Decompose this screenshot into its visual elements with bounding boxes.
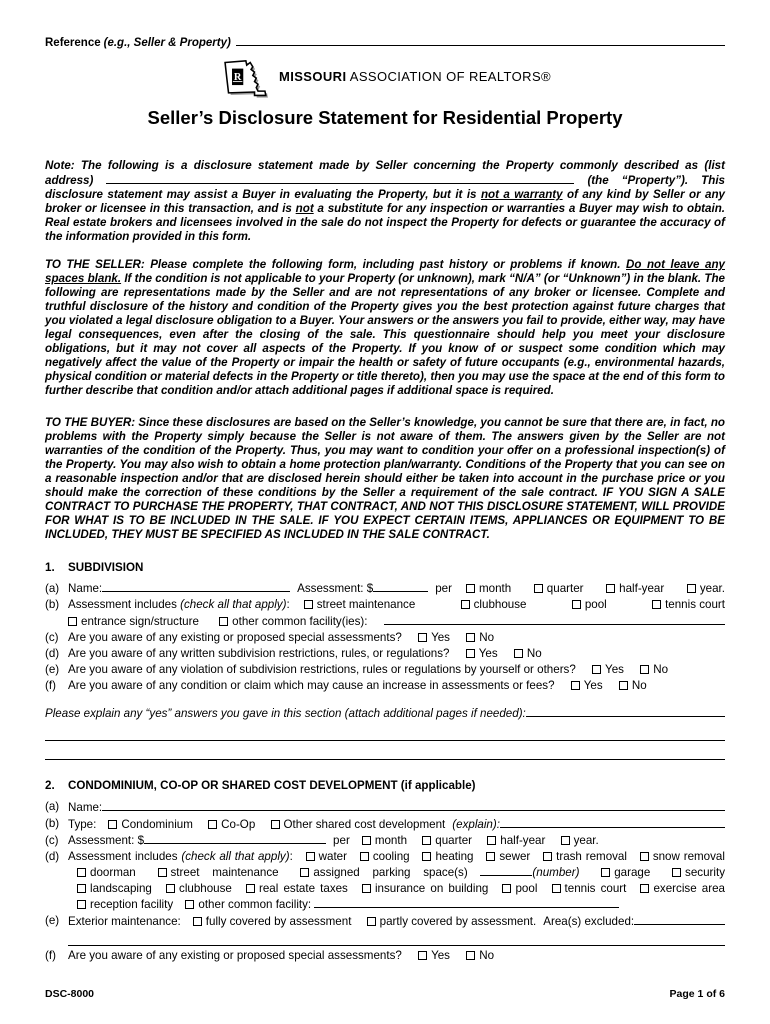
item-1c bbox=[45, 630, 725, 646]
condo-type-label: Type: bbox=[68, 818, 97, 831]
note-text-4: a substitute for any inspection or warranties a Buyer may wish to obtain. Real estate brokers and licensees involved in the sale do not inspect the Property for defects or guarantee the accuracy of the information provided in this form. bbox=[45, 202, 725, 243]
page-footer bbox=[45, 988, 725, 1000]
checkbox-entrance-sign-structure[interactable] bbox=[68, 617, 77, 626]
checkbox-label-street-maintenance: street maintenance bbox=[170, 866, 279, 879]
checkbox-no[interactable] bbox=[466, 633, 475, 642]
checkbox-label-exercise-area: exercise area bbox=[653, 882, 725, 895]
subdivision-name-label: Name: bbox=[68, 582, 103, 595]
checkbox-assigned-parking-space-s[interactable] bbox=[300, 868, 309, 877]
checkbox-label-no: No bbox=[479, 631, 495, 644]
reference-row bbox=[45, 34, 725, 49]
checkbox-label-year: year. bbox=[699, 582, 725, 595]
checkbox-quarter[interactable] bbox=[534, 584, 543, 593]
checkbox-label-cooling: cooling bbox=[372, 850, 410, 863]
option-half-year bbox=[487, 834, 545, 847]
option-heating bbox=[422, 850, 473, 863]
checkbox-insurance-on-building[interactable] bbox=[362, 884, 371, 893]
option-other-common-facility-ies bbox=[219, 615, 367, 628]
option-cooling bbox=[360, 850, 410, 863]
option-no bbox=[514, 647, 542, 660]
option-year bbox=[561, 834, 599, 847]
checkbox-label-heating: heating bbox=[435, 850, 474, 863]
checkbox-no[interactable] bbox=[514, 649, 523, 658]
option-month bbox=[362, 834, 407, 847]
option-street-maintenance bbox=[158, 866, 279, 879]
option-clubhouse bbox=[461, 597, 527, 613]
checkbox-yes[interactable] bbox=[592, 665, 601, 674]
checkbox-label-yes: Yes bbox=[583, 679, 603, 692]
subdivision-name-input[interactable] bbox=[102, 581, 290, 592]
checkbox-condominium[interactable] bbox=[108, 820, 117, 829]
option-other-shared-cost-development bbox=[271, 818, 446, 831]
checkbox-pool[interactable] bbox=[502, 884, 511, 893]
exterior-maintenance-options bbox=[181, 914, 536, 930]
checkbox-partly-covered-by-assessment[interactable] bbox=[367, 917, 376, 926]
item-1b-line-2 bbox=[68, 613, 725, 630]
condo-includes-label: Assessment includes (check all that apply): bbox=[68, 850, 293, 863]
checkbox-label-no: No bbox=[526, 647, 542, 660]
section-2-title: CONDOMINIUM, CO-OP OR SHARED COST DEVELOPMENT (if applicable) bbox=[68, 779, 476, 792]
checkbox-label-yes: Yes bbox=[478, 647, 498, 660]
checkbox-co-op[interactable] bbox=[208, 820, 217, 829]
section-1-title: SUBDIVISION bbox=[68, 561, 144, 574]
item-2a-marker: (a) bbox=[45, 800, 60, 813]
note-text-2: (the “Property”). This disclosure statement may assist a Buyer in evaluating the Property, but it is bbox=[45, 174, 725, 201]
condo-type-explain-input[interactable] bbox=[500, 816, 725, 828]
checkbox-clubhouse[interactable] bbox=[166, 884, 175, 893]
condo-assessment-input[interactable] bbox=[144, 833, 326, 844]
checkbox-label-insurance-on-building: insurance on building bbox=[374, 882, 489, 895]
option-tennis-court bbox=[652, 597, 725, 613]
checkbox-month[interactable] bbox=[466, 584, 475, 593]
checkbox-street-maintenance[interactable] bbox=[158, 868, 167, 877]
parking-spaces-input[interactable] bbox=[480, 865, 532, 876]
checkbox-yes[interactable] bbox=[418, 633, 427, 642]
reference-input[interactable] bbox=[236, 34, 725, 46]
reference-label: Reference bbox=[45, 37, 101, 49]
item-2d bbox=[45, 849, 725, 913]
option-yes bbox=[418, 631, 450, 644]
option-clubhouse bbox=[166, 882, 232, 895]
item-2e-line-1 bbox=[68, 913, 725, 930]
option-exercise-area bbox=[640, 882, 725, 895]
checkbox-label-security: security bbox=[685, 866, 725, 879]
page-title: Seller’s Disclosure Statement for Residential Property bbox=[147, 107, 623, 128]
checkbox-label-fully-covered-by-assessment: fully covered by assessment bbox=[205, 915, 352, 928]
checkbox-label-half-year: half-year bbox=[500, 834, 546, 847]
option-fully-covered-by-assessment bbox=[193, 915, 352, 928]
written-restrictions-question: Are you aware of any written subdivision restrictions, rules, or regulations? bbox=[68, 647, 450, 660]
checkbox-label-yes: Yes bbox=[431, 631, 450, 644]
checkbox-label-quarter: quarter bbox=[435, 834, 473, 847]
checkbox-tennis-court[interactable] bbox=[552, 884, 561, 893]
option-insurance-on-building bbox=[362, 882, 488, 895]
violation-options bbox=[579, 663, 668, 676]
checkbox-heating[interactable] bbox=[422, 852, 431, 861]
assessment-includes-options-2 bbox=[68, 614, 384, 630]
checkbox-half-year[interactable] bbox=[606, 584, 615, 593]
option-street-maintenance bbox=[304, 597, 416, 613]
checkbox-sewer[interactable] bbox=[486, 852, 495, 861]
exterior-maintenance-label: Exterior maintenance: bbox=[68, 915, 181, 928]
written-restrictions-options bbox=[453, 647, 542, 660]
checkbox-trash-removal[interactable] bbox=[543, 852, 552, 861]
item-1f bbox=[45, 678, 725, 694]
item-2e bbox=[45, 913, 725, 946]
checkbox-label-month: month bbox=[478, 582, 512, 595]
checkbox-snow-removal[interactable] bbox=[640, 852, 649, 861]
svg-text:R: R bbox=[233, 71, 242, 83]
item-2c-marker: (c) bbox=[45, 834, 59, 847]
checkbox-garage[interactable] bbox=[601, 868, 610, 877]
to-seller-paragraph bbox=[45, 258, 725, 398]
condo-other-facility-input[interactable] bbox=[314, 897, 619, 908]
checkbox-cooling[interactable] bbox=[360, 852, 369, 861]
checkbox-yes[interactable] bbox=[571, 681, 580, 690]
condo-per-label: per bbox=[333, 834, 350, 847]
areas-excluded-line-2[interactable] bbox=[68, 945, 725, 946]
special-assessments-question: Are you aware of any existing or proposed special assessments? bbox=[68, 631, 402, 644]
page-number: Page 1 of 6 bbox=[669, 988, 725, 1000]
condo-special-assessments-options bbox=[405, 949, 494, 962]
option-snow-removal bbox=[640, 850, 725, 863]
option-sewer bbox=[486, 850, 530, 863]
item-2b bbox=[45, 816, 725, 833]
condo-period-options bbox=[350, 833, 599, 849]
checkbox-clubhouse[interactable] bbox=[461, 600, 470, 609]
option-no bbox=[466, 631, 494, 644]
explain-lines bbox=[45, 740, 725, 760]
increase-options bbox=[558, 679, 647, 692]
item-2a bbox=[45, 799, 725, 816]
checkbox-exercise-area[interactable] bbox=[640, 884, 649, 893]
checkbox-real-estate-taxes[interactable] bbox=[246, 884, 255, 893]
checkbox-yes[interactable] bbox=[418, 951, 427, 960]
note-text-3: of any kind by Seller or any broker or licensee in this transaction, and is bbox=[45, 188, 725, 215]
checkbox-label-condominium: Condominium bbox=[121, 818, 193, 831]
option-tennis-court bbox=[552, 882, 627, 895]
checkbox-other-common-facility-ies[interactable] bbox=[219, 617, 228, 626]
special-assessments-options bbox=[405, 631, 494, 644]
checkbox-label-clubhouse: clubhouse bbox=[473, 598, 527, 611]
item-1a-marker: (a) bbox=[45, 582, 60, 595]
explain-row bbox=[45, 705, 725, 722]
item-2f bbox=[45, 948, 725, 964]
item-2c bbox=[45, 833, 725, 849]
option-year bbox=[687, 581, 725, 597]
item-2b-marker: (b) bbox=[45, 817, 60, 830]
checkbox-label-quarter: quarter bbox=[546, 582, 584, 595]
item-1e bbox=[45, 662, 725, 678]
item-1f-marker: (f) bbox=[45, 679, 56, 692]
option-no bbox=[619, 679, 647, 692]
option-half-year bbox=[606, 581, 664, 597]
option-yes bbox=[571, 679, 603, 692]
item-1b-line-1 bbox=[68, 597, 725, 613]
property-address-input[interactable] bbox=[106, 173, 574, 184]
section-1-number: 1. bbox=[45, 561, 55, 574]
option-co-op bbox=[208, 818, 255, 831]
item-2f-marker: (f) bbox=[45, 949, 56, 962]
note-text-1: Note: The following is a disclosure statement made by Seller concerning the Property commonly described as (list address) bbox=[45, 159, 725, 187]
condo-special-assessments-question: Are you aware of any existing or proposed special assessments? bbox=[68, 949, 402, 962]
option-pool bbox=[572, 597, 607, 613]
option-yes bbox=[418, 949, 450, 962]
checkbox-label-reception-facility: reception facility bbox=[90, 898, 174, 911]
checkbox-quarter[interactable] bbox=[422, 836, 431, 845]
option-partly-covered-by-assessment bbox=[367, 915, 537, 928]
checkbox-water[interactable] bbox=[306, 852, 315, 861]
parking-number-label: (number) bbox=[532, 866, 580, 879]
option-month bbox=[466, 581, 511, 597]
checkbox-label-yes: Yes bbox=[431, 949, 450, 962]
explain-label: Please explain any “yes” answers you gave in this section (attach additional pages if needed): bbox=[45, 707, 526, 720]
checkbox-label-pool: pool bbox=[584, 598, 607, 611]
checkbox-fully-covered-by-assessment[interactable] bbox=[193, 917, 202, 926]
option-reception-facility bbox=[77, 898, 173, 911]
checkbox-label-other-common-facility-ies: other common facility(ies): bbox=[232, 615, 368, 628]
checkbox-label-street-maintenance: street maintenance bbox=[316, 598, 416, 611]
checkbox-label-water: water bbox=[318, 850, 347, 863]
item-1b bbox=[45, 597, 725, 630]
assessment-includes-label: Assessment includes (check all that apply): bbox=[68, 598, 290, 611]
checkbox-half-year[interactable] bbox=[487, 836, 496, 845]
association-name bbox=[279, 69, 551, 84]
note-paragraph bbox=[45, 159, 725, 244]
section-1-heading bbox=[45, 560, 725, 576]
item-1a bbox=[45, 581, 725, 597]
section-subdivision bbox=[45, 542, 725, 760]
checkbox-pool[interactable] bbox=[572, 600, 581, 609]
option-pool bbox=[502, 882, 537, 895]
checkbox-doorman[interactable] bbox=[77, 868, 86, 877]
section-condominium bbox=[45, 760, 725, 964]
checkbox-reception-facility[interactable] bbox=[77, 900, 86, 909]
option-entrance-sign-structure bbox=[68, 615, 199, 628]
other-common-facility-input[interactable] bbox=[384, 613, 725, 625]
to-buyer-paragraph: TO THE BUYER: Since these disclosures are based on the Seller’s knowledge, you cannot be sure that there are, in fact, no problems with the Property simply because the Seller is not aware of them. The answers given by the Seller are not warranties of the condition of the Property. Thus, you may want to condition your offer on a professional inspection(s) of the Property. You may also wish to obtain a home protection plan/warranty. Conditions of the Property that you can see on a reasonable inspection and/or that are disclosed herein should either be taken into account in the purchase price or you should make the correction of these conditions by the Seller a requirement of the sale contract. IF YOU SIGN A SALE CONTRACT TO PURCHASE THE PROPERTY, THAT CONTRACT, AND NOT THIS DISCLOSURE STATEMENT, WILL PROVIDE FOR WHAT IS TO BE INCLUDED IN THE SALE. IF YOU EXPECT CERTAIN ITEMS, APPLIANCES OR EQUIPMENT TO BE INCLUDED, THEY MUST BE SPECIFIED AS INCLUDED IN THE SALE CONTRACT. bbox=[45, 416, 725, 541]
checkbox-year[interactable] bbox=[687, 584, 696, 593]
explain-input[interactable] bbox=[526, 705, 725, 717]
option-quarter bbox=[422, 834, 472, 847]
option-trash-removal bbox=[543, 850, 627, 863]
assessment-amount-input[interactable] bbox=[373, 581, 428, 592]
checkbox-label-no: No bbox=[653, 663, 669, 676]
checkbox-label-entrance-sign-structure: entrance sign/structure bbox=[81, 615, 199, 628]
checkbox-label-snow-removal: snow removal bbox=[652, 850, 725, 863]
checkbox-label-sewer: sewer bbox=[499, 850, 531, 863]
missouri-state-realtor-icon bbox=[219, 56, 271, 107]
checkbox-label-other-shared-cost-development: Other shared cost development bbox=[283, 818, 446, 831]
reference-hint: (e.g., Seller & Property) bbox=[103, 37, 231, 49]
option-garage bbox=[601, 866, 650, 879]
assessment-amount-label: Assessment: $ bbox=[297, 582, 374, 595]
to-seller-underlined: Do not leave any spaces blank. bbox=[45, 258, 725, 285]
checkbox-no[interactable] bbox=[640, 665, 649, 674]
option-no bbox=[640, 663, 668, 676]
option-water bbox=[306, 850, 347, 863]
assessment-includes-options-1 bbox=[304, 597, 725, 613]
to-seller-text-2: If the condition is not applicable to your Property (or unknown), mark “N/A” (or “Unknown”) in the blank. The following are representations made by the Seller and are not representations of any broker or licensee. Complete and truthful disclosure of the history and condition of the Property gives you the best protection against future charges that you violated a legal disclosure obligation to a Buyer. Your answers or the answers you fail to provide, either way, may have legal consequences, even after the closing of the sale. This questionnaire should help you meet your disclosure obligations, but it may not cover all aspects of the Property. If you know of or suspect some condition which may negatively affect the value of the Property or impair the health or safety of future occupants (e.g., environmental hazards, physical condition or material defects in the Property or title thereto), then you may use the space at the end of this form to further describe that condition and/or attach additional pages if additional space is required. bbox=[45, 272, 726, 397]
option-quarter bbox=[534, 581, 584, 597]
checkbox-label-trash-removal: trash removal bbox=[556, 850, 627, 863]
option-landscaping bbox=[77, 882, 152, 895]
areas-excluded-label: Area(s) excluded: bbox=[543, 915, 635, 928]
checkbox-street-maintenance[interactable] bbox=[304, 600, 313, 609]
option-assigned-parking-space-s bbox=[300, 866, 467, 879]
option-condominium bbox=[108, 818, 193, 831]
increase-question: Are you aware of any condition or claim which may cause an increase in assessments or fees? bbox=[68, 679, 555, 692]
checkbox-label-pool: pool bbox=[515, 882, 538, 895]
checkbox-label-other-common-facility: other common facility: bbox=[198, 898, 312, 911]
condo-type-options bbox=[96, 817, 445, 833]
option-real-estate-taxes bbox=[246, 882, 348, 895]
assessment-period-options bbox=[466, 581, 725, 597]
checkbox-yes[interactable] bbox=[466, 649, 475, 658]
assessment-per-label: per bbox=[435, 582, 452, 595]
checkbox-label-no: No bbox=[479, 949, 495, 962]
condo-name-input[interactable] bbox=[102, 799, 725, 811]
condo-type-explain-label: (explain): bbox=[452, 818, 500, 831]
checkbox-security[interactable] bbox=[672, 868, 681, 877]
violation-question: Are you aware of any violation of subdivision restrictions, rules or regulations by yourself or others? bbox=[68, 663, 576, 676]
item-1c-marker: (c) bbox=[45, 631, 59, 644]
checkbox-no[interactable] bbox=[619, 681, 628, 690]
checkbox-label-tennis-court: tennis court bbox=[564, 882, 627, 895]
option-other-common-facility bbox=[185, 898, 311, 911]
checkbox-landscaping[interactable] bbox=[77, 884, 86, 893]
note-underlined-2: not bbox=[295, 202, 314, 215]
checkbox-label-no: No bbox=[631, 679, 647, 692]
option-no bbox=[466, 949, 494, 962]
item-1e-marker: (e) bbox=[45, 663, 60, 676]
checkbox-label-clubhouse: clubhouse bbox=[179, 882, 232, 895]
condo-assessment-label: Assessment: $ bbox=[68, 834, 145, 847]
areas-excluded-input[interactable] bbox=[634, 913, 725, 925]
association-name-rest: ASSOCIATION OF REALTORS® bbox=[346, 68, 551, 84]
checkbox-label-assigned-parking-space-s: assigned parking space(s) bbox=[313, 866, 468, 879]
section-2-heading bbox=[45, 778, 725, 794]
item-1d-marker: (d) bbox=[45, 647, 60, 660]
checkbox-label-landscaping: landscaping bbox=[90, 882, 152, 895]
association-name-bold: MISSOURI bbox=[279, 68, 347, 84]
item-1b-marker: (b) bbox=[45, 598, 60, 611]
checkbox-other-common-facility[interactable] bbox=[185, 900, 194, 909]
explain-line-1[interactable] bbox=[45, 740, 725, 741]
item-2d-marker: (d) bbox=[45, 850, 60, 863]
checkbox-other-shared-cost-development[interactable] bbox=[271, 820, 280, 829]
checkbox-label-garage: garage bbox=[614, 866, 651, 879]
checkbox-label-half-year: half-year bbox=[619, 582, 665, 595]
checkbox-label-real-estate-taxes: real estate taxes bbox=[259, 882, 348, 895]
checkbox-no[interactable] bbox=[466, 951, 475, 960]
item-1d bbox=[45, 646, 725, 662]
form-code: DSC-8000 bbox=[45, 988, 95, 1000]
to-seller-text-1: TO THE SELLER: Please complete the following form, including past history or problems if known. bbox=[45, 258, 626, 271]
checkbox-label-year: year. bbox=[573, 834, 599, 847]
section-2-number: 2. bbox=[45, 779, 55, 792]
option-yes bbox=[592, 663, 624, 676]
option-doorman bbox=[77, 866, 136, 879]
checkbox-year[interactable] bbox=[561, 836, 570, 845]
checkbox-label-doorman: doorman bbox=[90, 866, 136, 879]
option-security bbox=[672, 866, 725, 879]
checkbox-label-month: month bbox=[374, 834, 408, 847]
note-underlined-1: not a warranty bbox=[480, 188, 563, 201]
checkbox-label-tennis-court: tennis court bbox=[665, 598, 725, 611]
checkbox-label-partly-covered-by-assessment: partly covered by assessment. bbox=[379, 915, 537, 928]
checkbox-month[interactable] bbox=[362, 836, 371, 845]
option-yes bbox=[466, 647, 498, 660]
condo-name-label: Name: bbox=[68, 801, 103, 814]
checkbox-label-yes: Yes bbox=[605, 663, 624, 676]
checkbox-label-co-op: Co-Op bbox=[221, 818, 256, 831]
checkbox-tennis-court[interactable] bbox=[652, 600, 661, 609]
item-2e-marker: (e) bbox=[45, 914, 60, 927]
association-logo bbox=[45, 57, 725, 105]
